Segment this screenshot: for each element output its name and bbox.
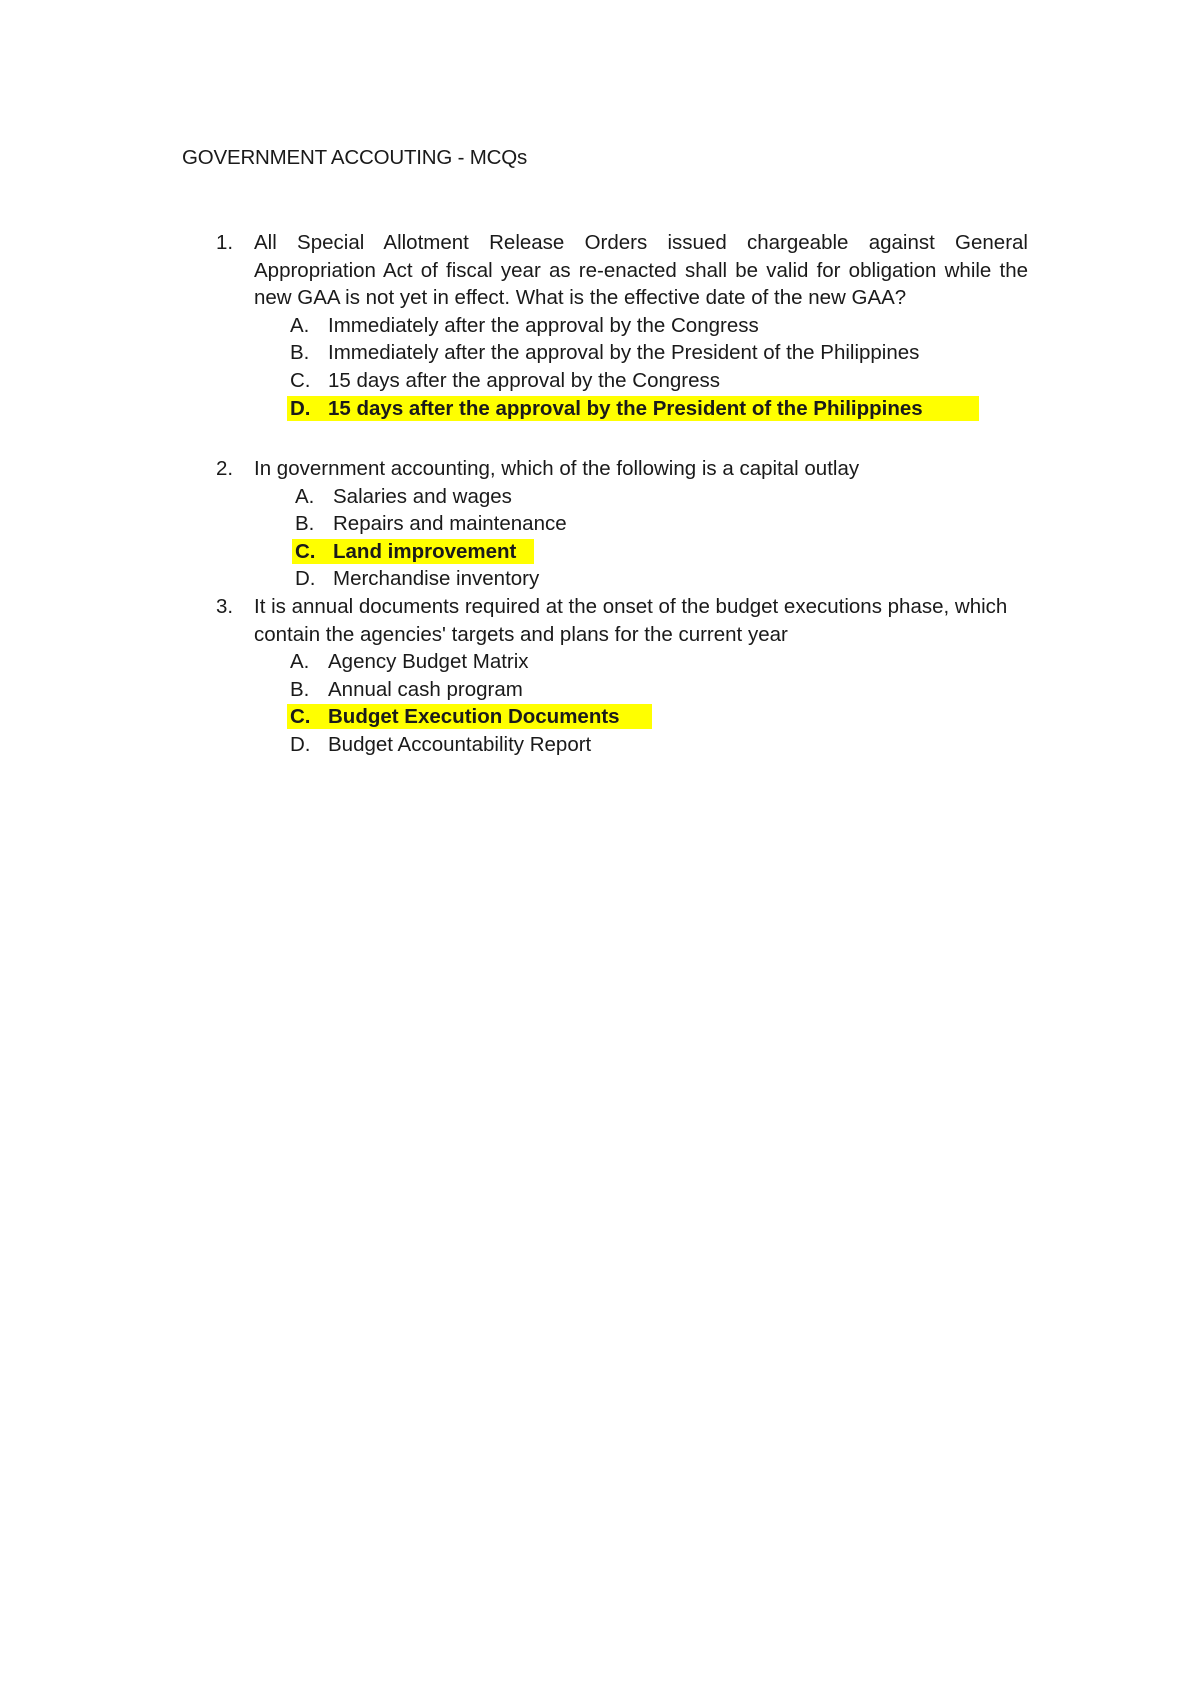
option-text: Merchandise inventory	[333, 567, 540, 591]
option-text: Repairs and maintenance	[333, 512, 567, 536]
option-letter: B.	[290, 341, 310, 365]
option-letter: A.	[290, 313, 310, 337]
option-b	[216, 676, 1028, 704]
option-letter: B.	[295, 512, 315, 536]
option-b	[216, 339, 1028, 367]
option-text: Budget Accountability Report	[328, 732, 592, 756]
option-d	[216, 731, 1028, 759]
option-b	[216, 510, 1028, 538]
option-letter: D.	[290, 396, 311, 420]
question-number: 1.	[216, 231, 234, 254]
question-text: It is annual documents required at the onset of the budget executions phase, which contain the agencies' targets and plans for the current year	[254, 595, 1008, 646]
question-number: 3.	[216, 595, 234, 618]
question-text: All Special Allotment Release Orders issued chargeable against General Appropriation Act of fiscal year as re-enacted shall be valid for obligation while the new GAA is not yet in effect. What is the effective date of the new GAA?	[254, 231, 1028, 310]
option-letter: D.	[295, 567, 316, 591]
question-2	[216, 455, 1028, 593]
option-list	[216, 312, 1028, 422]
option-c-correct	[216, 538, 1028, 566]
option-letter: A.	[290, 650, 310, 674]
option-text: Budget Execution Documents	[328, 705, 620, 729]
option-d	[216, 565, 1028, 593]
option-letter: B.	[290, 677, 310, 701]
option-letter: D.	[290, 732, 311, 756]
option-letter: A.	[295, 484, 315, 508]
option-text: 15 days after the approval by the Congress	[328, 368, 721, 392]
option-c	[216, 367, 1028, 395]
question-3	[216, 593, 1028, 759]
option-letter: C.	[295, 539, 316, 563]
option-letter: C.	[290, 705, 311, 729]
option-text: 15 days after the approval by the President of the Philippines	[328, 396, 923, 420]
option-text: Immediately after the approval by the Congress	[328, 313, 759, 337]
option-list	[216, 648, 1028, 758]
option-letter: C.	[290, 368, 311, 392]
option-a	[216, 312, 1028, 340]
option-d-correct	[216, 395, 1028, 423]
option-text: Agency Budget Matrix	[328, 650, 529, 674]
option-text: Annual cash program	[328, 677, 523, 701]
question-number: 2.	[216, 457, 234, 480]
option-text: Salaries and wages	[333, 484, 512, 508]
option-text: Land improvement	[333, 539, 517, 563]
option-list	[216, 483, 1028, 593]
option-a	[216, 483, 1028, 511]
option-c-correct	[216, 703, 1028, 731]
option-text: Immediately after the approval by the President of the Philippines	[328, 341, 920, 365]
question-text: In government accounting, which of the following is a capital outlay	[254, 457, 860, 480]
question-1	[216, 229, 1028, 422]
page-title: GOVERNMENT ACCOUTING - MCQs	[182, 146, 528, 169]
option-a	[216, 648, 1028, 676]
